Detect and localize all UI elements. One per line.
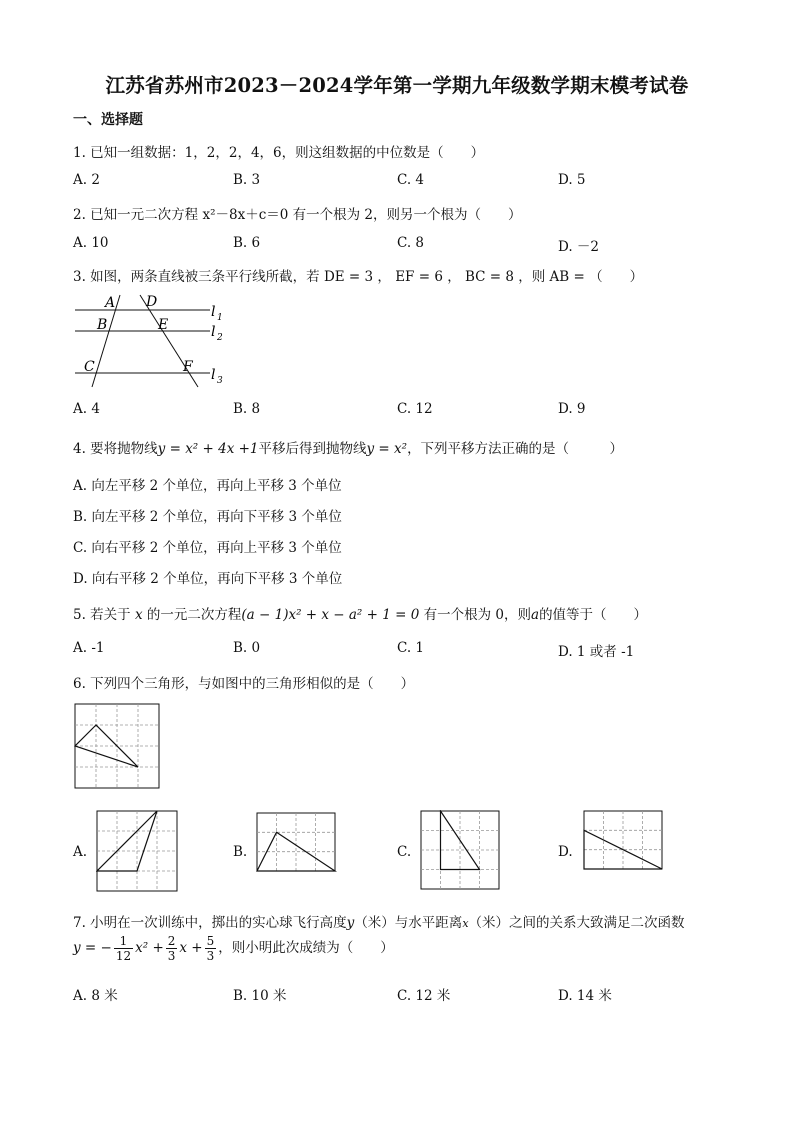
q3-option-b[interactable]: B. 8 [233,401,261,417]
q5-stem-mid: 的一元二次方程 [146,607,242,623]
q4-option-a[interactable]: A. 向左平移 2 个单位，再向上平移 3 个单位 [73,478,342,494]
q5-var-a: a [531,607,540,623]
q4-stem-mid: 平移后得到抛物线 [258,441,367,457]
q6-option-b-label[interactable]: B. [233,844,248,860]
q6-option-a-label[interactable]: A. [73,844,88,860]
q5-stem-mid2: 有一个根为 0，则 [423,607,531,623]
q5-stem-suffix: 的值等于（ ） [539,607,648,623]
q4-stem-prefix: 4. 要将抛物线 [73,441,158,457]
q3-option-d[interactable]: D. 9 [558,401,586,417]
question-4-stem [73,437,623,457]
page-title: 江苏省苏州市2023－2024学年第一学期九年级数学期末模考试卷 [105,74,689,97]
label-F: F [183,359,193,375]
q4-option-d[interactable]: D. 向右平移 2 个单位，再向下平移 3 个单位 [73,571,343,587]
q4-equation-1: y = x² + 4x +1 [157,441,259,457]
question-5-stem [73,603,647,623]
q7-f1-num: 1 [114,934,133,949]
q5-option-d[interactable]: D. 1 或者 -1 [558,644,635,660]
label-l3: l [211,367,216,383]
q1-option-b[interactable]: B. 3 [233,172,261,188]
q6-option-b-figure[interactable] [256,812,338,874]
q6-option-d-figure[interactable] [583,810,665,872]
label-E: E [158,317,169,333]
q7-eq-mid1: x² + [135,940,164,956]
label-B: B [97,317,108,333]
question-6-stem: 6. 下列四个三角形，与如图中的三角形相似的是（ ） [73,676,415,692]
q7-var-x: x [462,917,469,930]
label-l2-sub: 2 [217,333,223,343]
q7-option-b[interactable]: B. 10 米 [233,988,287,1004]
question-3-stem: 3. 如图，两条直线被三条平行线所截，若 DE = 3 ， EF = 6 ， BC = 8 ，则 AB = （ ） [73,269,644,285]
label-C: C [84,359,95,375]
q7-f2-num: 2 [167,934,176,948]
q7-unit-1: （米）与水平距离 [354,915,463,931]
q6-option-a-figure[interactable] [96,810,180,892]
q3-option-c[interactable]: C. 12 [397,401,433,417]
label-D: D [146,294,158,310]
q5-option-b[interactable]: B. 0 [233,640,261,656]
label-A: A [105,295,116,311]
q2-option-a[interactable]: A. 10 [73,235,109,251]
q7-fraction-2 [166,934,178,963]
question-2-stem: 2. 已知一元二次方程 x²－8x＋c＝0 有一个根为 2，则另一个根为（ ） [73,207,522,223]
label-l1-sub: 1 [217,313,223,323]
q5-option-c[interactable]: C. 1 [397,640,425,656]
q5-stem-prefix: 5. 若关于 [73,607,131,623]
q7-option-d[interactable]: D. 14 米 [558,988,612,1004]
label-l1: l [211,304,216,320]
label-l3-sub: 3 [217,376,223,386]
section-heading: 一、选择题 [73,112,143,128]
q7-option-a[interactable]: A. 8 米 [73,988,118,1004]
q7-unit-2: （米）之间的关系大致满足二次函数 [468,915,685,931]
q2-option-c[interactable]: C. 8 [397,235,425,251]
q7-f3-den: 3 [206,949,215,963]
q6-option-c-label[interactable]: C. [397,844,412,860]
question-1-stem: 1. 已知一组数据：1，2，2，4，6，则这组数据的中位数是（ ） [73,145,485,161]
q2-option-d[interactable]: D. －2 [558,239,600,255]
q7-eq-mid2: x + [179,940,203,956]
q7-option-c[interactable]: C. 12 米 [397,988,451,1004]
q7-stem: 7. 小明在一次训练中，掷出的实心球飞行高度 [73,915,347,931]
q1-option-a[interactable]: A. 2 [73,172,100,188]
q1-option-d[interactable]: D. 5 [558,172,586,188]
q5-var-x: x [134,607,143,623]
q7-fraction-3 [205,934,217,963]
q5-option-a[interactable]: A. -1 [73,640,105,656]
q2-option-b[interactable]: B. 6 [233,235,261,251]
question-7-stem [73,911,685,931]
q4-option-b[interactable]: B. 向左平移 2 个单位，再向下平移 3 个单位 [73,509,342,525]
q7-equation [73,934,394,963]
q7-f1-den: 12 [115,949,132,963]
q7-f3-num: 5 [206,934,215,948]
q7-f2-den: 3 [167,949,176,963]
q6-option-d-label[interactable]: D. [558,844,573,860]
q1-option-c[interactable]: C. 4 [397,172,425,188]
q7-tail: ，则小明此次成绩为（ ） [218,940,394,956]
q4-stem-suffix: ，下列平移方法正确的是（ ） [407,441,624,457]
q6-reference-triangle [74,703,162,789]
q7-var-y: y [346,915,355,931]
label-l2: l [211,324,216,340]
q7-fraction-1 [114,934,133,963]
q5-equation: (a − 1)x² + x − a² + 1 = 0 [241,607,420,623]
q7-eq-lhs: y = − [73,940,112,956]
q4-equation-2: y = x² [366,441,408,457]
q3-option-a[interactable]: A. 4 [73,401,100,417]
q3-figure [70,290,230,390]
q6-option-c-figure[interactable] [420,810,502,892]
q4-option-c[interactable]: C. 向右平移 2 个单位，再向上平移 3 个单位 [73,540,342,556]
